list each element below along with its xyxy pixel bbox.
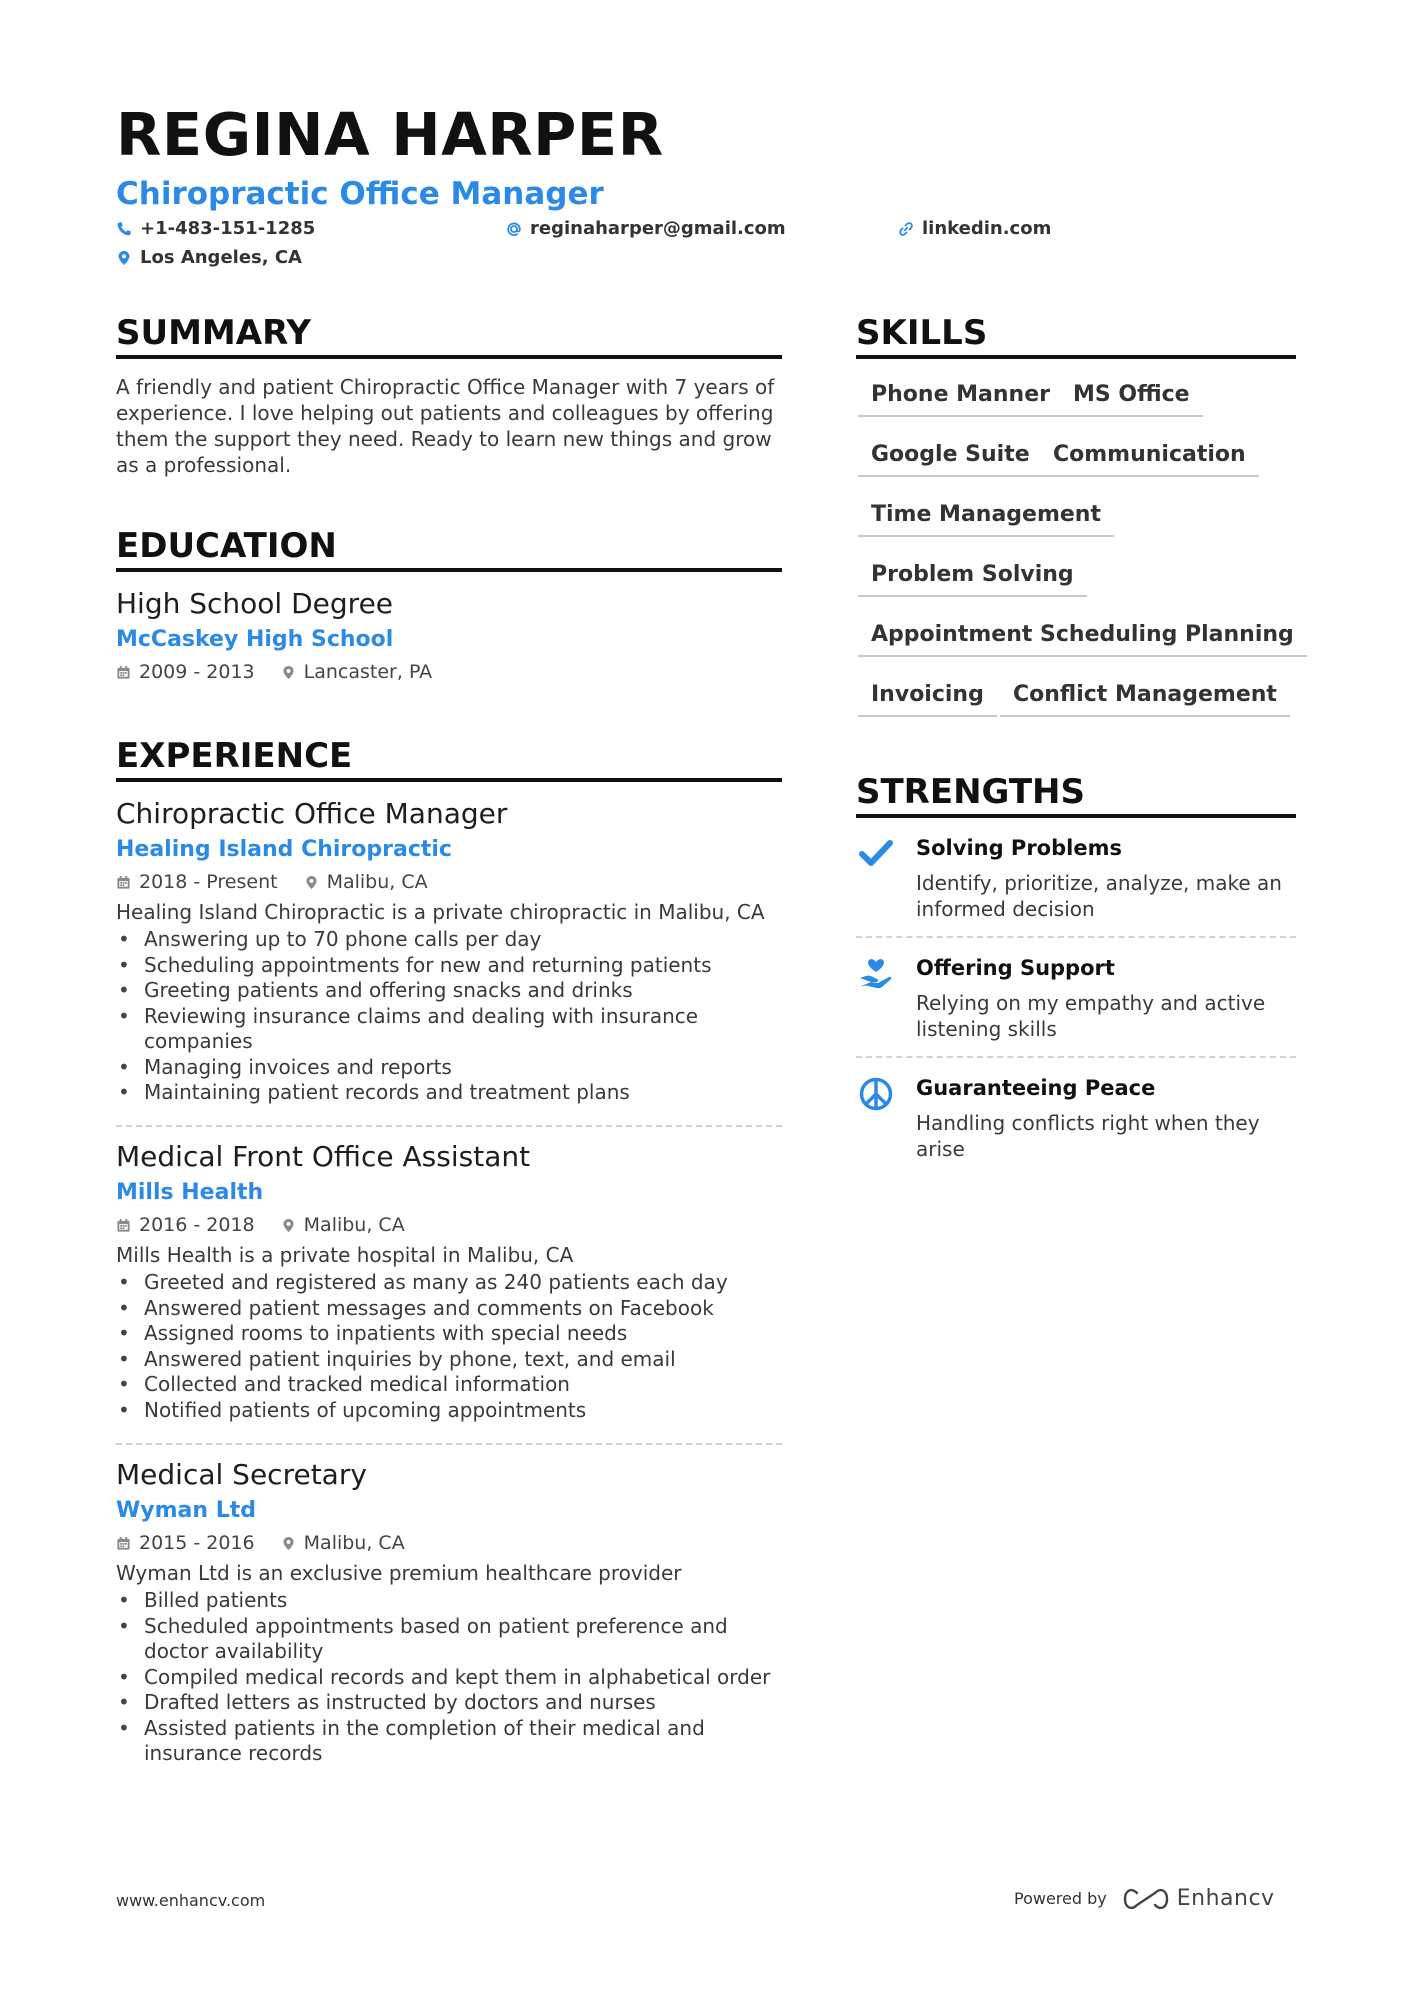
job-bullet: • Assigned rooms to inpatients with special needs <box>116 1321 782 1347</box>
contact-phone <box>116 217 315 241</box>
education-entry <box>116 587 782 687</box>
contact-email[interactable] <box>506 217 786 241</box>
enhancv-logo-icon <box>1123 1887 1169 1911</box>
job-bullet: • Greeted and registered as many as 240 patients each day <box>116 1270 782 1296</box>
job-bullets <box>116 1270 782 1423</box>
email-text: reginaharper@gmail.com <box>530 218 786 239</box>
job-description: Healing Island Chiropractic is a private chiropractic in Malibu, CA <box>116 900 765 924</box>
phone-text: +1-483-151-1285 <box>140 218 316 239</box>
skill-tag: Problem Solving <box>858 555 1087 597</box>
phone-icon <box>116 221 132 237</box>
summary-text: A friendly and patient Chiropractic Office Manager with 7 years of experience. I love helping out patients and colleagues by offering them the support they need. Ready to learn new things and grow as a professional. <box>116 375 775 477</box>
job-bullet: • Answered patient inquiries by phone, text, and email <box>116 1347 782 1373</box>
job-bullet: • Compiled medical records and kept them in alphabetical order <box>116 1665 782 1691</box>
link-icon <box>898 221 914 237</box>
strength-item <box>856 954 1296 1044</box>
strength-item <box>856 834 1296 924</box>
skill-tag: Invoicing <box>858 675 997 717</box>
strength-item <box>856 1074 1296 1164</box>
calendar-icon <box>116 665 131 680</box>
job-entry <box>116 1458 782 1767</box>
education-location <box>281 657 433 687</box>
location-pin-icon <box>116 250 132 266</box>
candidate-role: Chiropractic Office Manager <box>116 176 604 212</box>
job-separator <box>116 1125 782 1127</box>
job-entry <box>116 1140 782 1423</box>
job-bullet: • Assisted patients in the completion of their medical and insurance records <box>116 1716 782 1767</box>
job-dates <box>116 1528 255 1558</box>
location-pin-icon <box>281 1536 296 1551</box>
job-meta <box>116 867 782 897</box>
company-name: Healing Island Chiropractic <box>116 837 452 862</box>
job-dates-text: 2018 - Present <box>139 871 278 893</box>
experience-heading: EXPERIENCE <box>116 736 353 776</box>
strength-title: Offering Support <box>916 956 1115 980</box>
job-bullet: • Collected and tracked medical information <box>116 1372 782 1398</box>
contact-linkedin[interactable] <box>898 217 1051 241</box>
job-separator <box>116 1443 782 1445</box>
job-title: Chiropractic Office Manager <box>116 797 508 830</box>
degree-title: High School Degree <box>116 587 394 620</box>
job-bullet: • Drafted letters as instructed by doctors and nurses <box>116 1690 782 1716</box>
strength-title: Solving Problems <box>916 836 1122 860</box>
footer-powered-by <box>1014 1886 1275 1912</box>
skill-tag: Appointment Scheduling <box>858 615 1190 657</box>
job-meta <box>116 1210 782 1240</box>
job-bullet: • Maintaining patient records and treatment plans <box>116 1080 782 1106</box>
job-bullet: • Answering up to 70 phone calls per day <box>116 927 782 953</box>
job-bullet: • Answered patient messages and comments on Facebook <box>116 1296 782 1322</box>
school-name: McCaskey High School <box>116 627 394 652</box>
job-bullet: • Greeting patients and offering snacks and drinks <box>116 978 782 1004</box>
summary-heading: SUMMARY <box>116 313 312 353</box>
job-bullet: • Managing invoices and reports <box>116 1055 782 1081</box>
location-pin-icon <box>281 1218 296 1233</box>
education-heading: EDUCATION <box>116 526 337 566</box>
skills-divider <box>856 355 1296 359</box>
job-dates-text: 2016 - 2018 <box>139 1214 255 1236</box>
job-dates-text: 2015 - 2016 <box>139 1532 255 1554</box>
calendar-icon <box>116 875 131 890</box>
job-meta <box>116 1528 782 1558</box>
calendar-icon <box>116 1218 131 1233</box>
company-name: Mills Health <box>116 1180 264 1205</box>
job-location-text: Malibu, CA <box>303 1532 405 1554</box>
education-dates <box>116 657 255 687</box>
hand-heart-icon <box>858 956 894 992</box>
job-bullet: • Notified patients of upcoming appointments <box>116 1398 782 1424</box>
education-divider <box>116 568 782 572</box>
job-title: Medical Front Office Assistant <box>116 1140 531 1173</box>
job-description: Mills Health is a private hospital in Malibu, CA <box>116 1243 574 1267</box>
linkedin-text: linkedin.com <box>922 218 1052 239</box>
education-meta <box>116 657 782 687</box>
location-text: Los Angeles, CA <box>140 247 302 268</box>
job-location-text: Malibu, CA <box>326 871 428 893</box>
summary-divider <box>116 355 782 359</box>
skill-tag: MS Office <box>1060 375 1203 417</box>
powered-by-label: Powered by <box>1014 1889 1107 1908</box>
job-location <box>304 867 428 897</box>
strength-separator <box>856 1056 1296 1058</box>
checkmark-icon <box>858 836 894 872</box>
strength-title: Guaranteeing Peace <box>916 1076 1156 1100</box>
company-name: Wyman Ltd <box>116 1498 256 1523</box>
skills-heading: SKILLS <box>856 313 988 353</box>
strength-description: Handling conflicts right when they arise <box>916 1111 1260 1161</box>
skill-tag: Time Management <box>858 495 1114 537</box>
location-pin-icon <box>304 875 319 890</box>
job-description: Wyman Ltd is an exclusive premium healthcare provider <box>116 1561 682 1585</box>
strength-separator <box>856 936 1296 938</box>
candidate-name: REGINA HARPER <box>116 100 664 169</box>
job-bullets <box>116 1588 782 1767</box>
strengths-heading: STRENGTHS <box>856 772 1085 812</box>
job-title: Medical Secretary <box>116 1458 367 1491</box>
job-bullet: • Billed patients <box>116 1588 782 1614</box>
strengths-divider <box>856 814 1296 818</box>
job-location-text: Malibu, CA <box>303 1214 405 1236</box>
at-icon <box>506 221 522 237</box>
job-bullet: • Scheduling appointments for new and returning patients <box>116 953 782 979</box>
skill-tag: Google Suite <box>858 435 1043 477</box>
job-entry <box>116 797 782 1106</box>
location-pin-icon <box>281 665 296 680</box>
education-dates-text: 2009 - 2013 <box>139 661 255 683</box>
education-location-text: Lancaster, PA <box>303 661 433 683</box>
job-bullets <box>116 927 782 1106</box>
strength-description: Relying on my empathy and active listening skills <box>916 991 1266 1041</box>
job-bullet: • Scheduled appointments based on patient preference and doctor availability <box>116 1614 782 1665</box>
contact-location <box>116 246 302 270</box>
skill-tag: Planning <box>1172 615 1307 657</box>
enhancv-brand: Enhancv <box>1176 1886 1275 1911</box>
peace-icon <box>858 1076 894 1112</box>
skill-tag: Conflict Management <box>1000 675 1290 717</box>
skill-tag: Phone Manner <box>858 375 1063 417</box>
enhancv-logo[interactable] <box>1123 1886 1275 1912</box>
job-bullet: • Reviewing insurance claims and dealing with insurance companies <box>116 1004 782 1055</box>
job-dates <box>116 1210 255 1240</box>
footer-website[interactable]: www.enhancv.com <box>116 1891 266 1910</box>
experience-divider <box>116 778 782 782</box>
strength-description: Identify, prioritize, analyze, make an informed decision <box>916 871 1282 921</box>
calendar-icon <box>116 1536 131 1551</box>
job-location <box>281 1210 405 1240</box>
job-dates <box>116 867 278 897</box>
job-location <box>281 1528 405 1558</box>
skill-tag: Communication <box>1040 435 1259 477</box>
